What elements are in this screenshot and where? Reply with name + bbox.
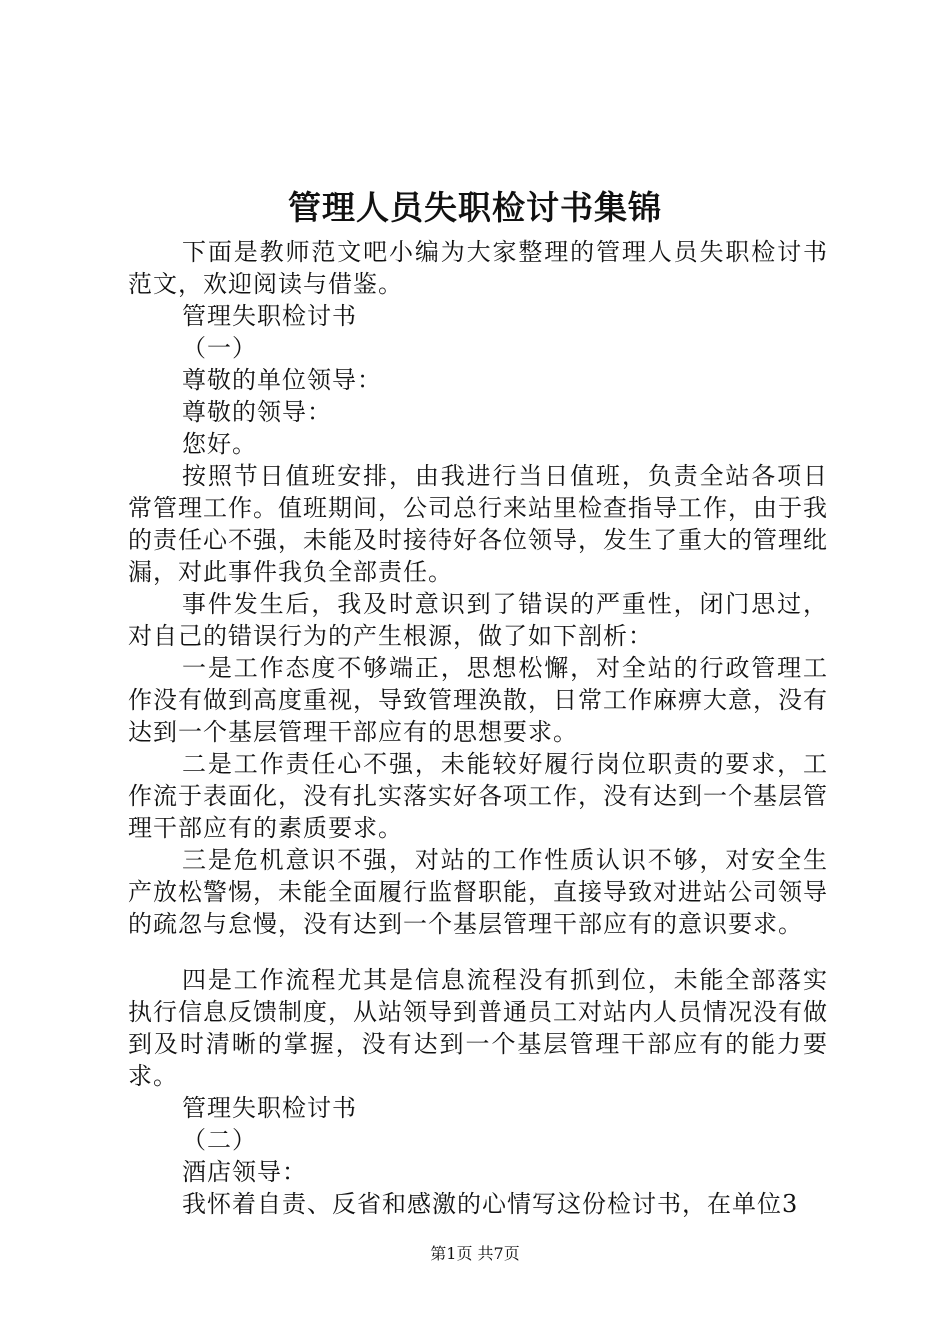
salutation-1: 尊敬的单位领导：: [182, 366, 382, 394]
document-body: [128, 236, 828, 1220]
section-number-1: （一）: [182, 334, 257, 362]
section-heading-1: 管理失职检讨书: [182, 302, 357, 330]
salutation-hotel: 酒店领导：: [182, 1158, 307, 1186]
paragraph-point-3: 三是危机意识不强，对站的工作性质认识不够，对安全生产放松警惕，未能全面履行监督职能，直接导致对进站公司领导的疏忽与怠慢，没有达到一个基层管理干部应有的意识要求。: [128, 846, 828, 938]
paragraph-incident: 按照节日值班安排，由我进行当日值班，负责全站各项日常管理工作。值班期间，公司总行来站里检查指导工作，由于我的责任心不强，未能及时接待好各位领导，发生了重大的管理纰漏，对此事件我负全部责任。: [128, 462, 828, 586]
paragraph-opening-2: 我怀着自责、反省和感激的心情写这份检讨书，在单位3: [182, 1190, 799, 1218]
paragraph-point-4: 四是工作流程尤其是信息流程没有抓到位，未能全部落实执行信息反馈制度，从站领导到普通员工对站内人员情况没有做到及时清晰的掌握，没有达到一个基层管理干部应有的能力要求。: [128, 966, 828, 1090]
section-number-2: （二）: [182, 1126, 257, 1154]
document-title: 管理人员失职检讨书集锦: [288, 188, 662, 227]
page-number-footer: 第1页 共7页: [430, 1244, 520, 1263]
paragraph-point-1: 一是工作态度不够端正，思想松懈，对全站的行政管理工作没有做到高度重视，导致管理涣散，日常工作麻痹大意，没有达到一个基层管理干部应有的思想要求。: [128, 654, 828, 746]
greeting: 您好。: [182, 430, 257, 458]
paragraph-point-2: 二是工作责任心不强，未能较好履行岗位职责的要求，工作流于表面化，没有扎实落实好各项工作，没有达到一个基层管理干部应有的素质要求。: [128, 750, 828, 842]
paragraph-intro: 下面是教师范文吧小编为大家整理的管理人员失职检讨书范文，欢迎阅读与借鉴。: [128, 238, 828, 298]
salutation-2: 尊敬的领导：: [182, 398, 332, 426]
paragraph-reflection: 事件发生后，我及时意识到了错误的严重性，闭门思过，对自己的错误行为的产生根源，做了如下剖析：: [128, 590, 828, 650]
section-heading-2: 管理失职检讨书: [182, 1094, 357, 1122]
